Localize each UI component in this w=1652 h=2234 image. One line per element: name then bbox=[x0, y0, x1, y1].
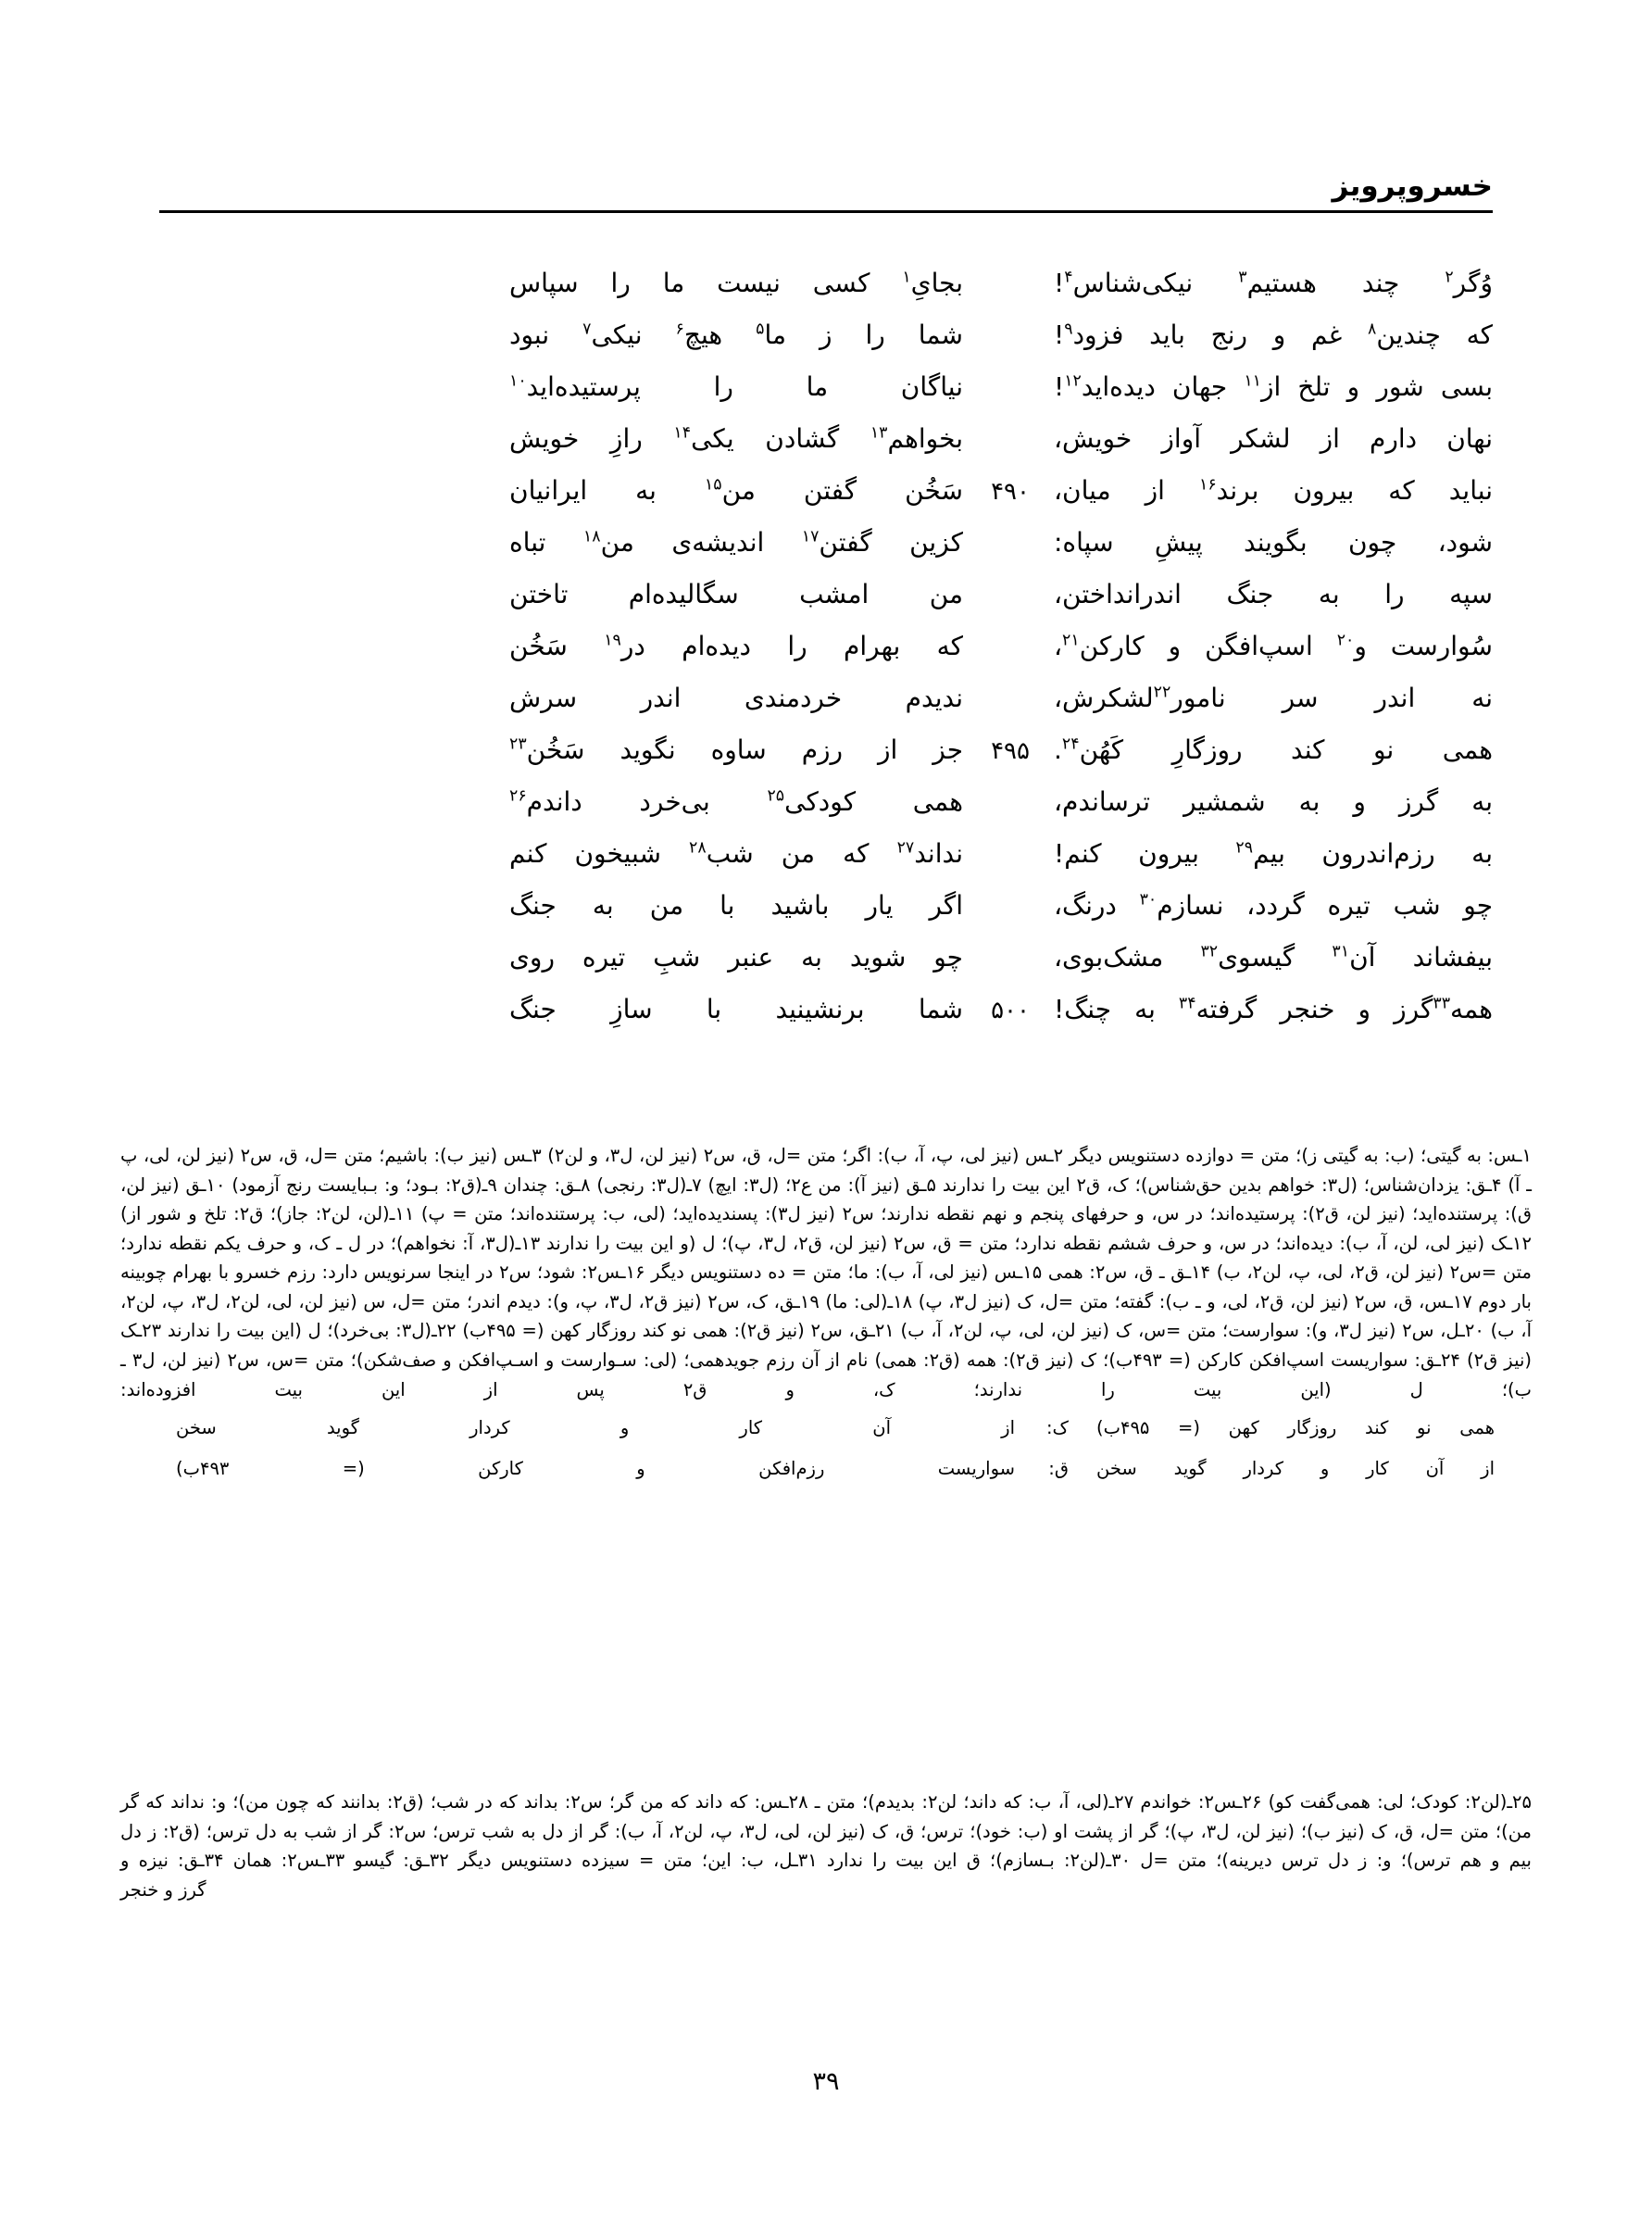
hemistich-first: که چندین$^۸$ غم و رنج باید فزود$^۹$! bbox=[1054, 320, 1493, 350]
hemistich-second: بجایِ$^۱$ کسی نیست ما را سپاس bbox=[509, 268, 963, 298]
hemistich-second: جز از رزم ساوه نگوید سَخُن$^{۲۳}$ bbox=[509, 734, 963, 765]
hemistich-second: شما برنشینید با سازِ جنگ bbox=[509, 994, 963, 1024]
hemistich-first: همی نو کند روزگارِ کَهُن$^{۲۴}$. bbox=[1054, 734, 1493, 765]
hemistich-second: همی کودکی$^{۲۵}$ بی‌خرد داندم$^{۲۶}$ bbox=[509, 786, 964, 817]
inset-source-label: ق: bbox=[1048, 1458, 1069, 1480]
verse-row bbox=[159, 891, 1493, 943]
hemistich-first: شود، چون بگویند پیشِ سپاه: bbox=[1054, 527, 1493, 558]
verse-row bbox=[159, 580, 1493, 632]
hemistich-first: چو شب تیره گردد، نسازم$^{۳۰}$ درنگ، bbox=[1054, 890, 1494, 921]
hemistich-second: من امشب سگالیده‌ام تاختن bbox=[509, 579, 963, 609]
verse-row bbox=[159, 995, 1493, 1047]
apparatus-paragraph: ۱ـس: به گیتی؛ (ب: به گیتی ز)؛ متن = دوازده دستنویس دیگر ۲ـس (نیز لی، پ، آ، ب): اگر؛ متن =ل، ق، س۲ (نیز لن، ل۳، و لن۲) ۳ـس (نیز ب): باشیم؛ متن =ل، ق، س۲ (نیز لن، لی، پ ـ آ) ۴ـق: یزدان‌شناس؛ (ل۳: خواهم بدین حق‌شناس)؛ ک، ق۲ این بیت را ندارند ۵ـق (نیز آ): من ع۲؛ (ل۳: ایچ) ۷ـ(ل۳: رنجی) ۸ـق: چندان ۹ـ(ق۲: بـود؛ و: بـبایست رنج آزمود) ۱۰ـق (نیز لن، ق): پرستنده‌اید؛ (نیز لن، ق۲): پرستیده‌اند؛ در س، و حرفهای پنجم و نهم نقطه ندارند؛ س۲ (نیز ل۳): پسندیده‌اید؛ (لی، ب: پرستنده‌اند؛ متن = پ) ۱۱ـ(لن، لن۲: جاز)؛ ق۲: تلخ و شور از) ۱۲ـک (نیز لی، لن، آ، ب): دیده‌اند؛ در س، و حرف ششم نقطه ندارد؛ متن = ق، س۲ (نیز لن، ق۲، ل۳، پ)؛ ل (و این بیت را ندارند ۱۳ـ(ل۳، آ: نخواهم)؛ در ل ـ ک، و حرف یکم نقطه ندارد؛ متن =س۲ (نیز لن، ق۲، لی، پ، لن۲، ب) ۱۴ـق ـ ق، س۲: همی ۱۵ـس (نیز لی، آ، ب): ما؛ متن = ده دستنویس دیگر ۱۶ـس۲: شود؛ س۲ در اینجا سرنویس دارد: رزم خسرو با بهرام چوبینه بار دوم ۱۷ـس، ق، س۲ (نیز لن، ق۲، لی، و ـ ب): گفته؛ متن =ل، ک (نیز ل۳، پ) ۱۸ـ(لی: ما) ۱۹ـق، ک، س۲ (نیز ق۲، ل۳، پ، و): دیدم اندر؛ متن =ل، س (نیز لن، لی، لن۲، ل۳، پ، لن۲، آ، ب) ۲۰ـل، س۲ (نیز ل۳، و): سوارست؛ متن =س، ک (نیز لن، لی، پ، لن۲، آ، ب) ۲۱ـق، س۲ (نیز ق۲): همی نو کند روزگار کهن (= ۴۹۵ب) ۲۲ـ(ل۳: بی‌خرد)؛ ل (این بیت را ندارند ۲۳ـک (نیز ق۲) ۲۴ـق: سواریست اسپ‌افکن کارکن (= ۴۹۳ب)؛ ک (نیز ق۲): همه (ق۲: همی) نام از آن رزم جویدهمی؛ (لی: سـوارست و اسـپ‌افکن و صف‌شکن)؛ متن =س، س۲ (نیز لن، ل۳ ـ ب)؛ ل (این بیت را ندارند؛ ک، و ق۲ پس از این بیت افزوده‌اند: bbox=[120, 1145, 1533, 1400]
inset-hemistich-first: همی نو کند روزگار کهن (= ۴۹۵ب) bbox=[1096, 1417, 1495, 1439]
hemistich-second: که بهرام را دیده‌ام در$^{۱۹}$ سَخُن bbox=[509, 631, 963, 661]
apparatus-tail-paragraph: ۲۵ـ(لن۲: کودک؛ لی: همی‌گفت کو) ۲۶ـس۲: خواندم ۲۷ـ(لی، آ، ب: که داند؛ لن۲: بدیدم)؛ متن ـ ۲۸ـس: که داند که من گر؛ س۲: بداند که در شب؛ (ق۲: بدانند که چون من)؛ و: نداند که گر من)؛ متن =ل، ق، ک (نیز ب)؛ (نیز لن، ل۳، پ)؛ گر از پشت او (ب: خود)؛ ترس؛ ق، ک (نیز لن، لی، ل۳، پ، لن۲، آ، ب): گر از دل به شب ترس؛ س۲: گر از شب به دل ترس؛ (ق۲: ز دل بیم و هم ترس)؛ و: ز دل ترس دیرینه)؛ متن =ل ۳۰ـ(لن۲: بـسازم)؛ ق این بیت را ندارد ۳۱ـل، ب: این؛ متن = سیزده دستنویس دیگر ۳۲ـق: گیسو ۳۳ـس۲: همان ۳۴ـق: نیزه و bbox=[120, 1791, 1532, 1872]
verse-row bbox=[159, 632, 1493, 684]
hemistich-second: ندیدم خردمندی اندر سرش bbox=[509, 683, 963, 713]
hemistich-first: بسی شور و تلخ از$^{۱۱}$ جهان دیده‌اید$^{۱۲}$! bbox=[1054, 371, 1493, 402]
hemistich-first: سپه را به جنگ اندرانداختن، bbox=[1054, 579, 1493, 609]
hemistich-first: نه اندر سر نامور$^{۲۲}$لشکرش، bbox=[1054, 683, 1493, 713]
inset-source-label: ک: bbox=[1045, 1417, 1069, 1439]
hemistich-second: نیاگان ما را پرستیده‌اید$^{۱۰}$ bbox=[509, 371, 963, 402]
critical-apparatus-tail bbox=[120, 1788, 1532, 1904]
hemistich-second: شما را ز ما$^۵$ هیچ$^۶$ نیکی$^۷$ نبود bbox=[509, 320, 963, 350]
hemistich-first: سُوارست و$^{۲۰}$ اسپ‌افگن و کارکن$^{۲۱}$، bbox=[1054, 631, 1493, 661]
verse-line-number: ۴۹۵ bbox=[991, 737, 1030, 765]
verse-row bbox=[159, 320, 1493, 372]
running-head bbox=[159, 169, 1493, 213]
inset-couplet-row bbox=[176, 1413, 1495, 1454]
verse-row bbox=[159, 372, 1493, 424]
inset-hemistich-first: از آن کار و کردار گوید سخن bbox=[1096, 1458, 1495, 1480]
critical-apparatus bbox=[120, 1141, 1532, 1500]
verse-row bbox=[159, 839, 1493, 891]
hemistich-second: سَخُن گفتن من$^{۱۵}$ به ایرانیان bbox=[509, 475, 963, 506]
apparatus-inset-quotation bbox=[120, 1413, 1532, 1495]
verse-row bbox=[159, 424, 1493, 476]
verse-line-number: ۴۹۰ bbox=[991, 478, 1030, 506]
verse-row bbox=[159, 943, 1493, 995]
hemistich-second: بخواهم$^{۱۳}$ گشادن یکی$^{۱۴}$ رازِ خویش bbox=[509, 423, 964, 454]
apparatus-tail-last-line: گرز و خنجر bbox=[120, 1878, 206, 1901]
verse-line-number: ۵۰۰ bbox=[991, 997, 1030, 1024]
verse-block bbox=[159, 269, 1493, 1047]
hemistich-first: وُگر$^۲$ چند هستیم$^۳$ نیکی‌شناس$^۴$! bbox=[1054, 268, 1493, 298]
hemistich-first: نهان دارم از لشکر آواز خویش، bbox=[1054, 423, 1493, 454]
verse-row bbox=[159, 269, 1493, 320]
hemistich-first: بیفشاند آن$^{۳۱}$ گیسوی$^{۳۲}$ مشک‌بوی، bbox=[1054, 942, 1494, 973]
hemistich-first: به گرز و به شمشیر ترساندم، bbox=[1054, 786, 1493, 817]
hemistich-first: همه$^{۳۳}$گرز و خنجر گرفته$^{۳۴}$ به چنگ! bbox=[1054, 994, 1493, 1024]
hemistich-first: نباید که بیرون برند$^{۱۶}$ از میان، bbox=[1054, 475, 1493, 506]
verse-row bbox=[159, 735, 1493, 787]
hemistich-second: چو شوید به عنبر شبِ تیره روی bbox=[509, 942, 963, 973]
verse-row bbox=[159, 684, 1493, 735]
inset-couplet-row bbox=[176, 1454, 1495, 1495]
running-head-title: خسروپرویز bbox=[1332, 169, 1493, 203]
hemistich-second: کزین گفتن$^{۱۷}$ اندیشه‌ی من$^{۱۸}$ تباه bbox=[509, 527, 964, 558]
verse-row bbox=[159, 476, 1493, 528]
verse-row bbox=[159, 787, 1493, 839]
folio-page-number: ۳۹ bbox=[812, 2067, 840, 2096]
hemistich-first: به رزم‌اندرون بیم$^{۲۹}$ بیرون کنم! bbox=[1054, 838, 1493, 869]
inset-hemistich-second: از آن کار و کردار گوید سخن bbox=[176, 1417, 1015, 1439]
hemistich-second: نداند$^{۲۷}$ که من شب$^{۲۸}$ شبیخون کنم bbox=[509, 838, 963, 869]
inset-hemistich-second: سواریست رزم‌افکن و کارکن (= ۴۹۳ب) bbox=[176, 1458, 1015, 1480]
verse-row bbox=[159, 528, 1493, 580]
running-head-rule bbox=[159, 210, 1493, 213]
hemistich-second: اگر یار باشید با من به جنگ bbox=[509, 890, 963, 921]
